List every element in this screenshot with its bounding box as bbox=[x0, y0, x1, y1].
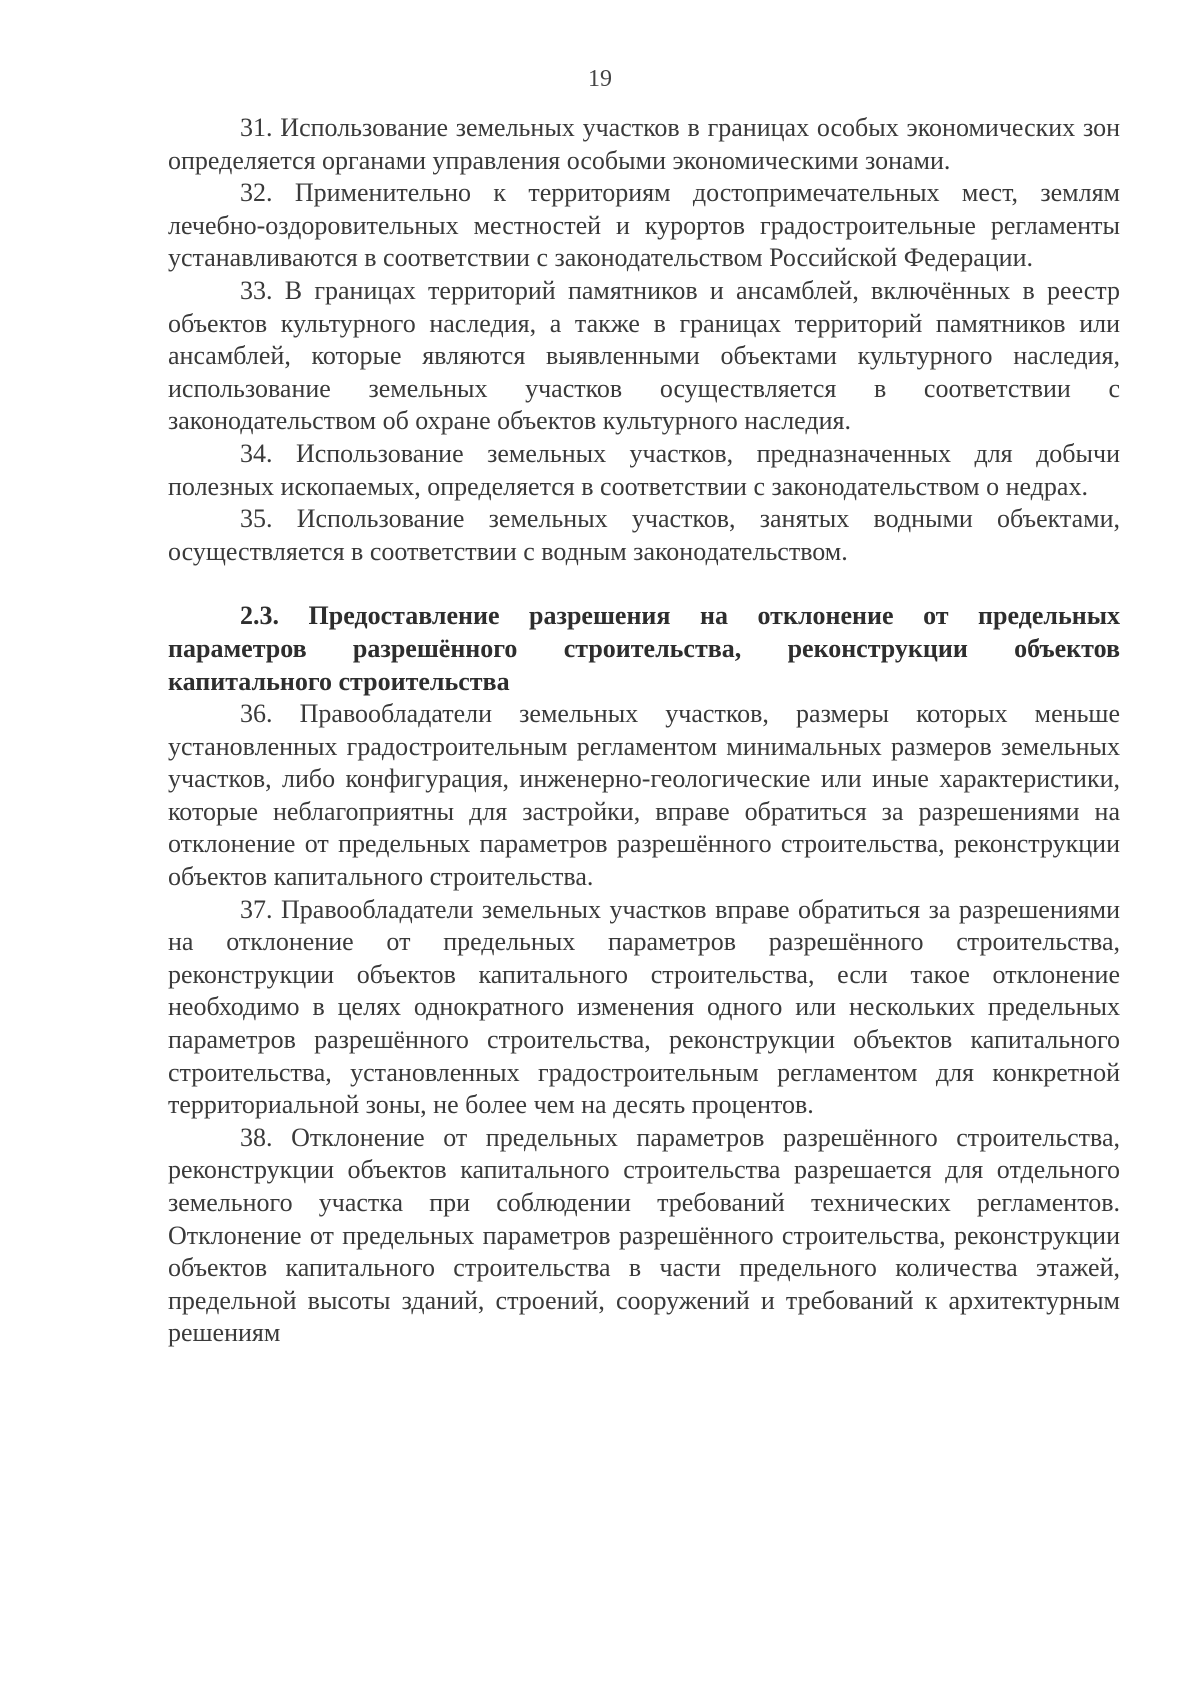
page-number: 19 bbox=[588, 66, 612, 92]
paragraph-37: 37. Правообладатели земельных участков вправе обратиться за разрешениями на отклонение от предельных параметров разрешённого строительства, реконструкции объектов капитального строительства, если такое отклонение необходимо в целях однократного изменения одного или нескольких предельных параметров разрешённого строительства, реконструкции объектов капитального строительства, установленных градостроительным регламентом для конкретной территориальной зоны, не более чем на десять процентов. bbox=[168, 894, 1120, 1120]
document-body bbox=[168, 112, 1120, 1350]
section-heading-2-3: 2.3. Предоставление разрешения на отклонение от предельных параметров разрешённого строительства, реконструкции объектов капитального строительства bbox=[168, 601, 1120, 696]
paragraph-33: 33. В границах территорий памятников и ансамблей, включённых в реестр объектов культурного наследия, а также в границах территорий памятников или ансамблей, которые являются выявленными объектами культурного наследия, использование земельных участков осуществляется в соответствии с законодательством об охране объектов культурного наследия. bbox=[168, 275, 1120, 436]
paragraph-38: 38. Отклонение от предельных параметров разрешённого строительства, реконструкции объектов капитального строительства разрешается для отдельного земельного участка при соблюдении требований технических регламентов. Отклонение от предельных параметров разрешённого строительства, реконструкции объектов капитального строительства в части предельного количества этажей, предельной высоты зданий, строений, сооружений и требований к архитектурным решениям bbox=[168, 1122, 1120, 1348]
paragraph-36: 36. Правообладатели земельных участков, размеры которых меньше установленных градостроительным регламентом минимальных размеров земельных участков, либо конфигурация, инженерно-геологические или иные характеристики, которые неблагоприятны для застройки, вправе обратиться за разрешениями на отклонение от предельных параметров разрешённого строительства, реконструкции объектов капитального строительства. bbox=[168, 699, 1120, 892]
paragraph-31: 31. Использование земельных участков в границах особых экономических зон определяется органами управления особыми экономическими зонами. bbox=[168, 113, 1120, 175]
paragraph-35: 35. Использование земельных участков, занятых водными объектами, осуществляется в соответствии с водным законодательством. bbox=[168, 504, 1120, 566]
paragraph-34: 34. Использование земельных участков, предназначенных для добычи полезных ископаемых, определяется в соответствии с законодательством о недрах. bbox=[168, 438, 1120, 501]
paragraph-32: 32. Применительно к территориям достопримечательных мест, землям лечебно-оздоровительных местностей и курортов градостроительные регламенты устанавливаются в соответствии с законодательством Российской Федерации. bbox=[168, 178, 1120, 273]
